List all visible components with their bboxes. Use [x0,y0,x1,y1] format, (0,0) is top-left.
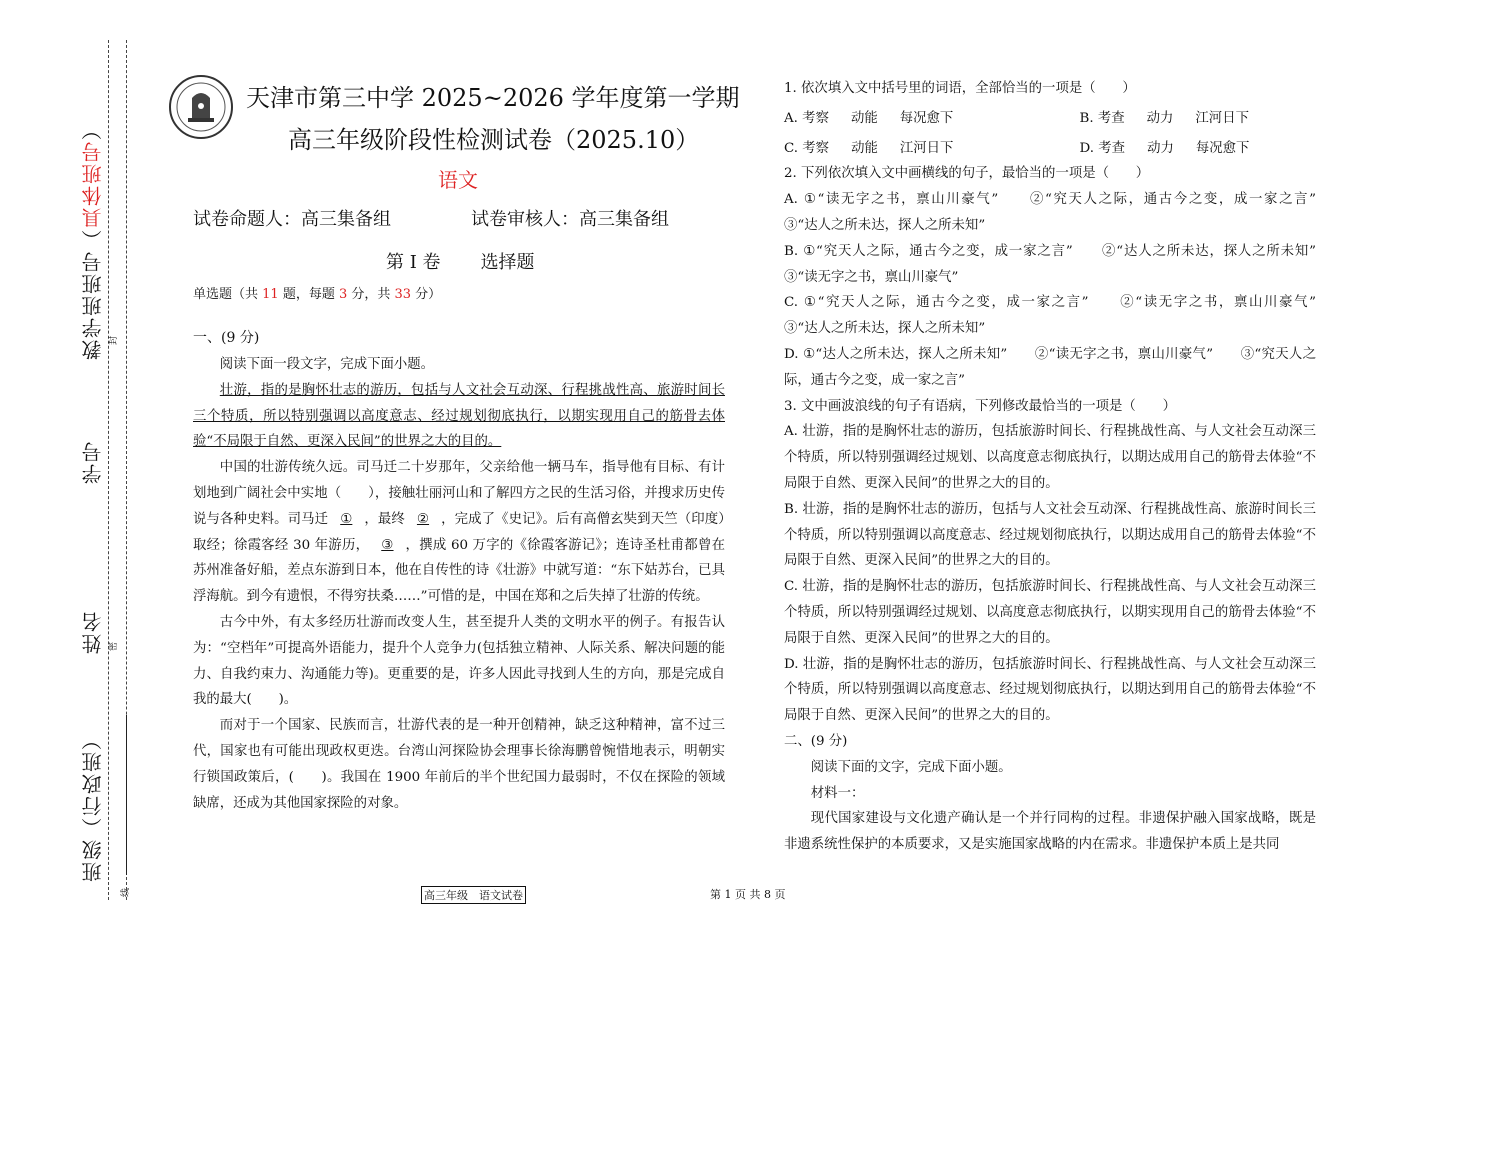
q1-options-row1 [784,106,1316,132]
line-mark: 线 [121,887,132,898]
subject-title: 语文 [438,168,478,192]
blank-2: ② [416,511,430,527]
q1-option-c: C. 考察 动能 江河日下 [784,140,954,156]
reviewer-text: 试卷审核人：高三集备组 [471,209,669,230]
q3-option-c: C. 壮游，指的是胸怀壮志的游历，包括旅游时间长、行程挑战性高、与人文社会互动深三个特质，所以特别强调经过规划、以高度意志彻底执行，以期实现用自己的筋骨去体验“不局限于自然、更深入民间”的世界之大的目的。 [784,579,1316,646]
binding-solid-line [126,715,127,875]
q3-option-a: A. 壮游，指的是胸怀壮志的游历，包括旅游时间长、行程挑战性高、与人文社会互动深三个特质，所以特别强调经过规划、以高度意志彻底执行，以期达成用自己的筋骨去体验“不局限于自然、更深入民间”的世界之大的目的。 [784,424,1316,491]
q1-option-a: A. 考察 动能 每况愈下 [784,110,954,126]
q1-option-b: B. 考查 动力 江河日下 [1079,110,1249,126]
teaching-class-label: 教学班班号（具体班号） [81,118,105,360]
passage-paragraph-3: 古今中外，有太多经历壮游而改变人生，甚至提升人类的文明水平的例子。有报告认为：“空档年”可提高外语能力，提升个人竞争力(包括独立精神、人际关系、解决问题的能力、自我约束力、沟通能力等)。更重要的是，许多人因此寻找到人生的方向，那是完成自我的最大( )。 [193,614,725,708]
student-no-label: 学号 [81,440,105,484]
blank-1: ① [340,511,353,527]
section1-title: 一、(9 分) [193,330,260,346]
q2-option-b: B. ①“究天人之际，通古今之变，成一家之言” ②“达人之所未达，探人之所未知” ③“读无字之书，禀山川豪气” [784,243,1330,285]
q3-stem: 3. 文中画波浪线的句子有语病，下列修改最恰当的一项是（ ） [784,398,1176,414]
q1-options-row2 [784,136,1316,162]
name-label: 姓名 [81,610,105,654]
author-text: 试卷命题人：高三集备组 [193,209,391,230]
dense-mark: 密 [109,641,120,652]
passage-paragraph-4: 而对于一个国家、民族而言，壮游代表的是一种开创精神，缺乏这种精神，富不过三代，国家也有可能出现政权更迭。台湾山河探险协会理事长徐海鹏曾惋惜地表示，明朝实行锁国政策后，( )。我国在 1900 年前后的半个世纪国力最弱时，不仅在探险的领域缺席，还成为其他国家探险的对象。 [193,718,725,811]
q2-option-c: C. ①“究天人之际，通古今之变，成一家之言” ②“读无字之书，禀山川豪气” ③“达人之所未达，探人之所未知” [784,295,1343,337]
footer-exam-label: 高三年级 语文试卷 [421,886,526,904]
q2-option-d: D. ①“达人之所未达，探人之所未知” ②“读无字之书，禀山川豪气” ③“究天人之际，通古今之变，成一家之言” [784,346,1316,388]
section2-material: 材料一： [810,785,865,801]
binding-dashed-line [108,40,109,900]
school-logo-icon [166,74,236,140]
section2-title: 二、(9 分) [784,733,848,749]
section2-paragraph-1: 现代国家建设与文化遗产确认是一个并行同构的过程。非遗保护融入国家战略，既是非遗系统性保护的本质要求，又是实施国家战略的内在需求。非遗保护本质上是共同 [784,811,1316,853]
questions-right [784,76,1343,858]
q1-option-d: D. 考查 动力 每况愈下 [1079,140,1250,156]
class-label: 班级（行政班） [81,728,105,882]
part-title: 第 I 卷 选择题 [386,252,535,273]
q1-stem: 1. 依次填入文中括号里的词语，全部恰当的一项是（ ） [784,81,1136,96]
passage-paragraph-2: 中国的壮游传统久远。司马迁二十岁那年，父亲给他一辆马车，指导他有目标、有计划地到广阔社会中实地（ ），接触壮丽河山和了解四方之民的生活习俗，并搜求历史传说与各种史料。司马迁 ① ，最终 ② ，完成了《史记》。后有高僧玄奘到天竺（印度）取经；徐霞客经 30 年游历， ③ ，撰成 60 万字的《徐霞客游记》；连诗圣杜甫都曾在苏州准备好船，差点东游到日本，他在自传性的诗《壮游》中就写道：“东下姑苏台，已具浮海航。到今有遗恨，不得穷扶桑……”可惜的是，中国在郑和之后失掉了壮游的传统。 [193,460,725,605]
q2-option-a: A. ①“读无字之书，禀山川豪气” ②“究天人之际，通古今之变，成一家之言” ③“达人之所未达，探人之所未知” [784,192,1343,233]
question-note: 单选题（共 11 题，每题 3 分，共 33 分） [193,287,442,302]
seal-mark: 封 [109,335,120,346]
footer-page-number: 第 1 页 共 8 页 [710,888,786,901]
passage-left [193,352,725,816]
exam-title-line1: 天津市第三中学 2025~2026 学年度第一学期 [246,84,740,112]
authors-line [193,205,669,231]
passage-paragraph-1: 壮游，指的是胸怀壮志的游历，包括与人文社会互动深、行程挑战性高、旅游时间长三个特质，所以特别强调以高度意志、经过规划彻底执行，以期实现用自己的筋骨去体验“不局限于自然、更深入民间”的世界之大的目的。 [193,382,725,450]
blank-3: ③ [381,537,394,553]
q2-stem: 2. 下列依次填入文中画横线的句子，最恰当的一项是（ ） [784,166,1150,182]
section2-instruction: 阅读下面的文字，完成下面小题。 [810,759,1012,775]
q3-option-b: B. 壮游，指的是胸怀壮志的游历，包括与人文社会互动深、行程挑战性高、旅游时间长三个特质，所以特别强调以高度意志、经过规划彻底执行，以期达成用自己的筋骨去体验“不局限于自然、更深入民间”的世界之大的目的。 [784,501,1316,569]
exam-title-line2: 高三年级阶段性检测试卷（2025.10） [288,126,700,154]
instruction: 阅读下面一段文字，完成下面小题。 [219,357,435,372]
q3-option-d: D. 壮游，指的是胸怀壮志的游历，包括旅游时间长、行程挑战性高、与人文社会互动深三个特质，所以特别强调以高度意志、经过规划彻底执行，以期达到用自己的筋骨去体验“不局限于自然、更深入民间”的世界之大的目的。 [784,656,1316,724]
